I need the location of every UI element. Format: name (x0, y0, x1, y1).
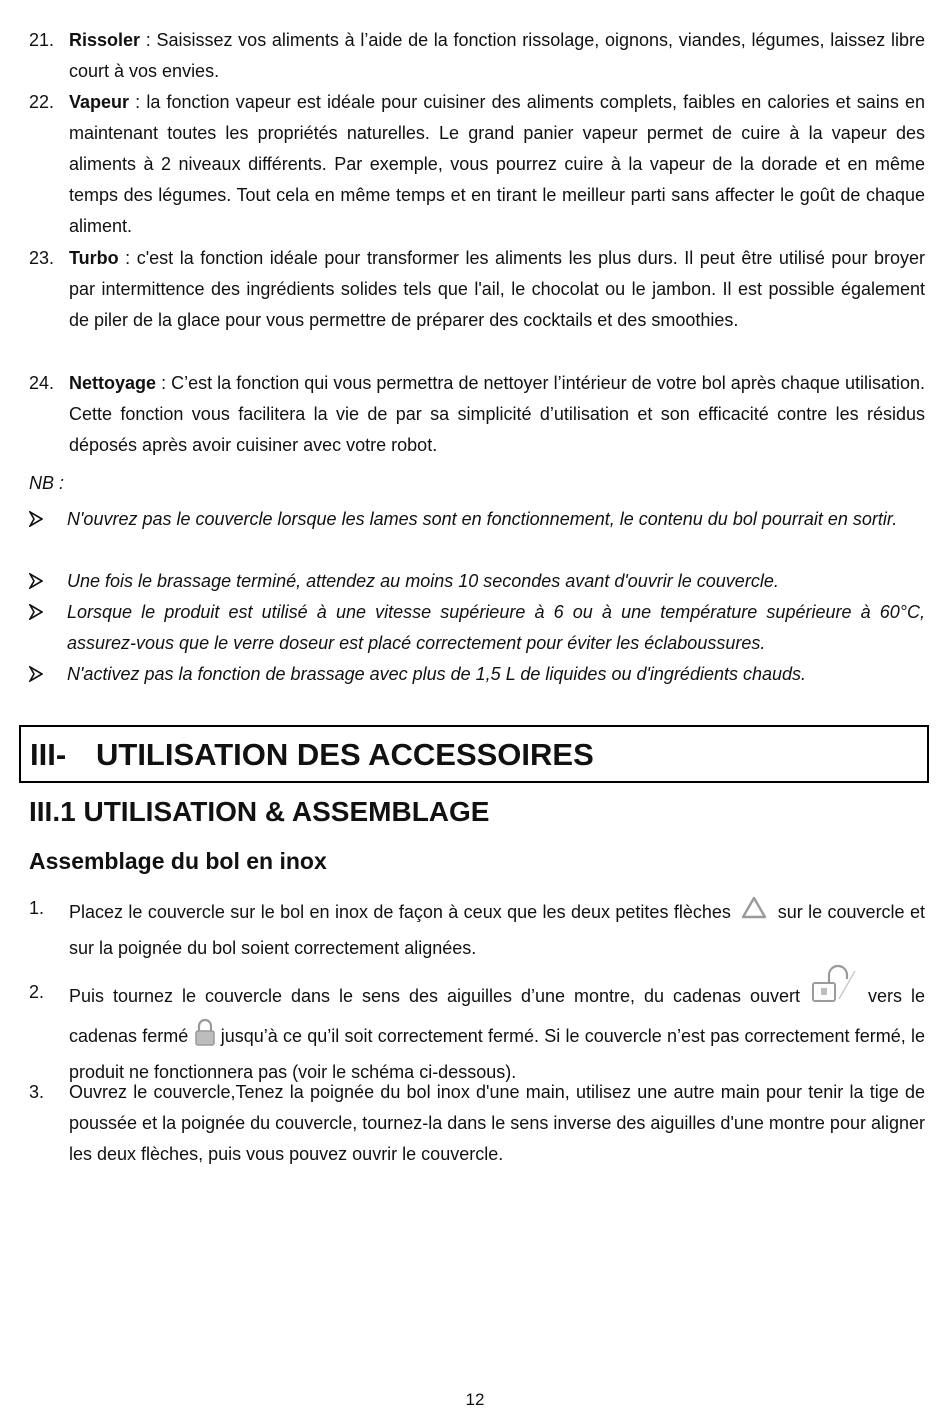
nb-bullet (29, 504, 925, 535)
step-text-part: Placez le couvercle sur le bol en inox de façon à ceux que les deux petites flèches (69, 901, 737, 922)
page-number: 12 (465, 1390, 485, 1409)
arrowhead-bullet-icon (29, 659, 59, 682)
subsubsection-title: Assemblage du bol en inox (29, 848, 327, 874)
step-number: 3. (29, 1082, 45, 1102)
assembly-step-3 (29, 1077, 925, 1170)
item-text (69, 25, 925, 87)
arrowhead-bullet-icon (29, 504, 59, 527)
step-text (69, 977, 925, 1088)
function-item-rissoler (29, 25, 925, 87)
item-text (69, 243, 925, 336)
item-description: : c'est la fonction idéale pour transformer les aliments les plus durs. Il peut être utilisé pour broyer par intermittence des ingrédients solides tels que l'ail, le chocolat ou le jambon. Il est possible également de piler de la glace pour vous permettre de préparer des cocktails et des smoothies. (69, 248, 925, 330)
item-description: : C’est la fonction qui vous permettra de nettoyer l’intérieur de votre bol après chaque utilisation. Cette fonction vous facilitera la vie de par sa simplicité d’utilisation et son efficacité contre les résidus déposés après avoir cuisiner avec votre robot. (69, 373, 925, 455)
step-text: Ouvrez le couvercle,Tenez la poignée du bol inox d'une main, utilisez une autre main pour tenir la tige de poussée et la poignée du couvercle, tournez-la dans le sens inverse des aiguilles d'une montre pour aligner les deux flèches, puis vous pouvez ouvrir le couvercle. (69, 1082, 925, 1164)
item-text (69, 368, 925, 461)
nb-bullet (29, 566, 925, 597)
nb-bullet-text: Une fois le brassage terminé, attendez au moins 10 secondes avant d'ouvrir le couvercle. (67, 571, 779, 591)
step-text-part: sur le couvercle et sur la poignée du bol soient correctement alignées. (69, 901, 925, 958)
arrowhead-bullet-icon (29, 566, 59, 589)
nb-bullet-text: Lorsque le produit est utilisé à une vitesse supérieure à 6 ou à une température supérieure à 60°C, assurez-vous que le verre doseur est placé correctement pour éviter les éclaboussures. (67, 602, 925, 653)
item-term: Rissoler (69, 30, 141, 50)
nb-bullet (29, 659, 925, 690)
triangle-arrow-icon (736, 893, 772, 933)
closed-padlock-icon (194, 1017, 216, 1057)
nb-bullet-text: N'ouvrez pas le couvercle lorsque les lames sont en fonctionnement, le contenu du bol pourrait en sortir. (67, 509, 898, 529)
section-title: UTILISATION DES ACCESSOIRES (96, 737, 594, 772)
item-term: Vapeur (69, 92, 130, 112)
item-number: 21. (29, 30, 55, 50)
nb-label: NB : (29, 473, 65, 493)
item-term: Nettoyage (69, 373, 157, 393)
item-text (69, 87, 925, 242)
section-number: III- (30, 737, 67, 772)
section-heading-box (19, 725, 929, 783)
step-text (69, 893, 925, 964)
item-description: : Saisissez vos aliments à l’aide de la fonction rissolage, oignons, viandes, légumes, laissez libre court à vos envies. (69, 30, 925, 81)
nb-bullet (29, 597, 925, 659)
arrowhead-bullet-icon (29, 597, 59, 620)
item-number: 24. (29, 373, 55, 393)
function-item-vapeur (29, 87, 925, 242)
open-padlock-icon (809, 963, 859, 1017)
step-number: 2. (29, 982, 45, 1002)
subsection-title: III.1 UTILISATION & ASSEMBLAGE (29, 796, 490, 827)
function-item-nettoyage (29, 368, 925, 461)
step-text-part: Puis tournez le couvercle dans le sens des aiguilles d’une montre, du cadenas ouvert (69, 985, 810, 1006)
item-description: : la fonction vapeur est idéale pour cuisiner des aliments complets, faibles en calories et sains en maintenant toutes les propriétés naturelles. Le grand panier vapeur permet de cuire à la vapeur des aliments à 2 niveaux différents. Par exemple, vous pourrez cuire à la vapeur de la dorade et en même temps des légumes. Tout cela en même temps et en tirant le meilleur parti sans affecter le goût de chaque aliment. (69, 92, 925, 236)
step-text-part: vers le cadenas fermé (69, 985, 925, 1046)
item-number: 22. (29, 92, 55, 112)
assembly-step-2 (29, 977, 925, 1088)
function-item-turbo (29, 243, 925, 336)
step-text-part: jusqu’à ce qu’il soit correctement fermé. Si le couvercle n’est pas correctement fermé, le produit ne fonctionnera pas (voir le schéma ci-dessous). (69, 1025, 925, 1082)
step-number: 1. (29, 898, 45, 918)
nb-bullet-text: N'activez pas la fonction de brassage avec plus de 1,5 L de liquides ou d'ingrédients chauds. (67, 664, 807, 684)
item-number: 23. (29, 248, 55, 268)
item-term: Turbo (69, 248, 119, 268)
assembly-step-1 (29, 893, 925, 964)
